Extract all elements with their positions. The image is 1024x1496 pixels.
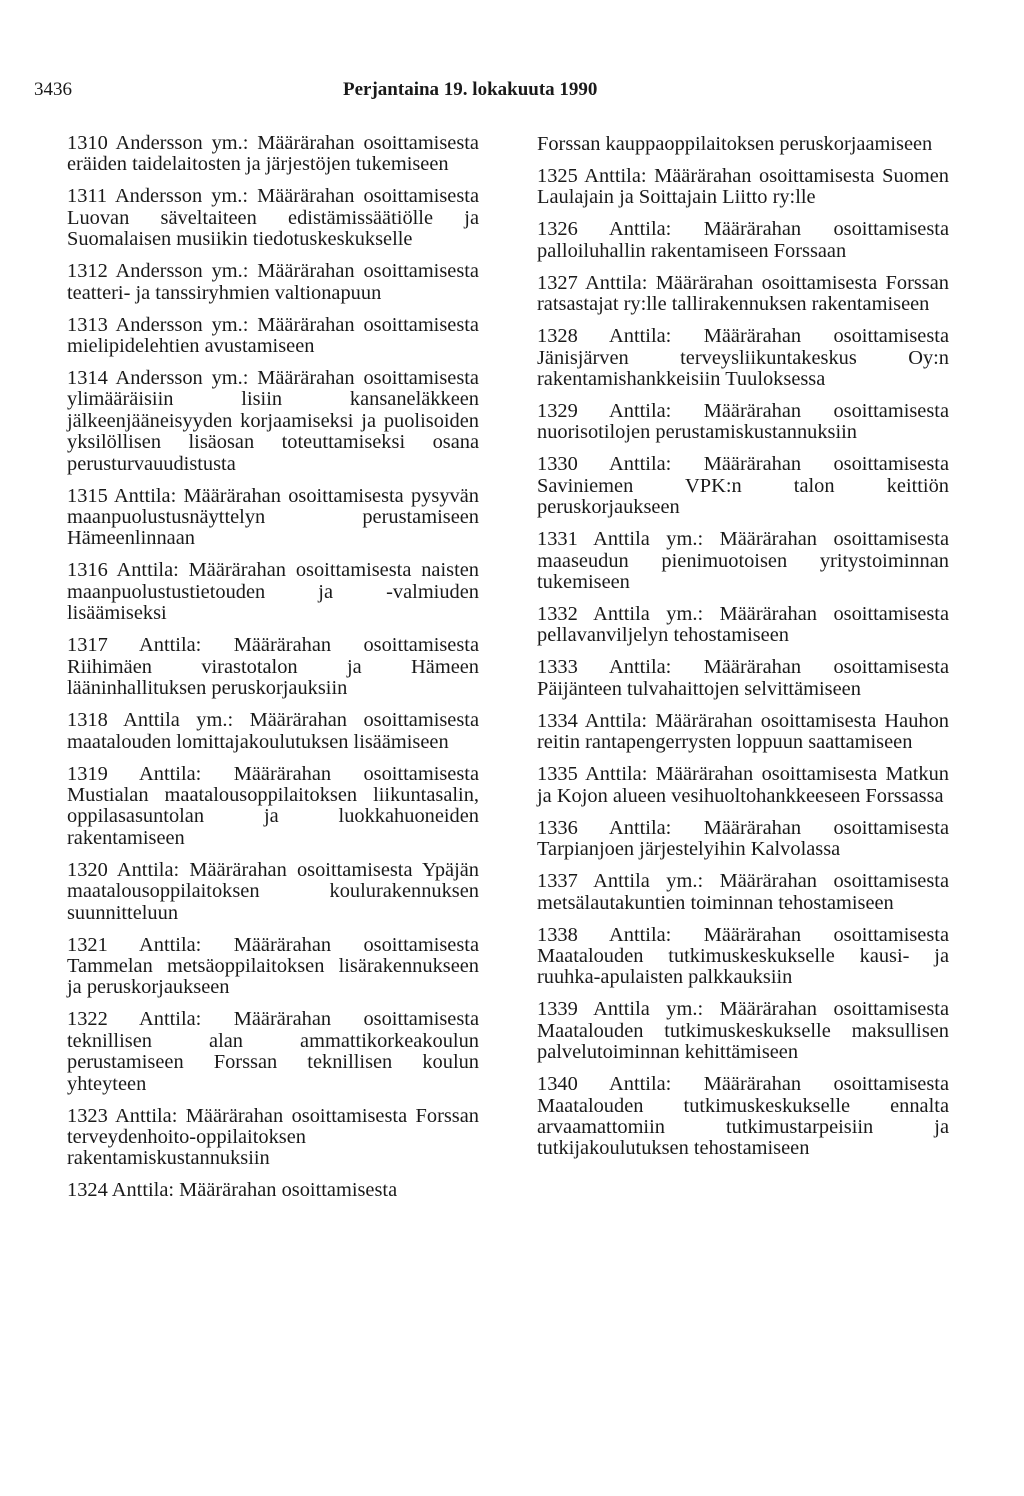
list-item: 1316 Anttila: Määrärahan osoittamisesta naisten maanpuolustustietouden ja -valmiuden lisäämiseksi xyxy=(67,559,479,625)
list-item: 1323 Anttila: Määrärahan osoittamisesta Forssan terveydenhoito-oppilaitoksen rakentamiskustannuksiin xyxy=(67,1104,479,1170)
list-item: 1326 Anttila: Määrärahan osoittamisesta palloiluhallin rakentamiseen Forssaan xyxy=(537,218,949,262)
list-item: 1325 Anttila: Määrärahan osoittamisesta Suomen Laulajain ja Soittajain Liitto ry:lle xyxy=(537,165,949,209)
list-item: 1335 Anttila: Määrärahan osoittamisesta Matkun ja Kojon alueen vesihuoltohankkeeseen Forssassa xyxy=(537,763,949,807)
list-item: 1329 Anttila: Määrärahan osoittamisesta nuorisotilojen perustamiskustannuksiin xyxy=(537,400,949,444)
list-item: Forssan kauppaoppilaitoksen peruskorjaamiseen xyxy=(537,133,933,155)
list-item: 1339 Anttila ym.: Määrärahan osoittamisesta Maatalouden tutkimuskeskukselle maksullisen palvelutoiminnan kehittämiseen xyxy=(537,998,949,1064)
list-item: 1338 Anttila: Määrärahan osoittamisesta Maatalouden tutkimuskeskukselle kausi- ja ruuhka-apulaisten palkkauksiin xyxy=(537,923,949,989)
left-column xyxy=(67,133,479,1212)
list-item: 1327 Anttila: Määrärahan osoittamisesta Forssan ratsastajat ry:lle tallirakennuksen rakentamiseen xyxy=(537,271,949,316)
list-item: 1313 Andersson ym.: Määrärahan osoittamisesta mielipidelehtien avustamiseen xyxy=(67,313,479,358)
list-item: 1310 Andersson ym.: Määrärahan osoittamisesta eräiden taidelaitosten ja järjestöjen tukemiseen xyxy=(67,132,479,176)
list-item: 1328 Anttila: Määrärahan osoittamisesta Jänisjärven terveysliikuntakeskus Oy:n rakentamishankkeisiin Tuuloksessa xyxy=(537,325,949,391)
list-item: 1331 Anttila ym.: Määrärahan osoittamisesta maaseudun pienimuotoisen yritystoiminnan tukemiseen xyxy=(537,528,949,594)
list-item: 1336 Anttila: Määrärahan osoittamisesta Tarpianjoen järjestelyihin Kalvolassa xyxy=(537,816,949,861)
list-item: 1340 Anttila: Määrärahan osoittamisesta Maatalouden tutkimuskeskukselle ennalta arvaamattomiin tutkimustarpeisiin ja tutkijakoulutuksen tehostamiseen xyxy=(537,1073,949,1160)
page-header xyxy=(34,79,994,103)
list-item: 1337 Anttila ym.: Määrärahan osoittamisesta metsälautakuntien toiminnan tehostamiseen xyxy=(537,870,949,914)
list-item: 1318 Anttila ym.: Määrärahan osoittamisesta maatalouden lomittajakoulutuksen lisäämiseen xyxy=(67,709,479,753)
list-item: 1322 Anttila: Määrärahan osoittamisesta teknillisen alan ammattikorkeakoulun perustamiseen Forssan teknillisen koulun yhteyteen xyxy=(67,1008,479,1095)
right-column xyxy=(537,133,949,1170)
list-item: 1334 Anttila: Määrärahan osoittamisesta Hauhon reitin rantapengerrysten loppuun saattamiseen xyxy=(537,709,949,754)
list-item: 1321 Anttila: Määrärahan osoittamisesta Tammelan metsäoppilaitoksen lisärakennukseen ja peruskorjaukseen xyxy=(67,933,479,999)
list-item: 1324 Anttila: Määrärahan osoittamisesta xyxy=(67,1179,398,1202)
list-item: 1319 Anttila: Määrärahan osoittamisesta Mustialan maatalousoppilaitoksen liikuntasalin, oppilasasuntolan ja luokkahuoneiden rakentamiseen xyxy=(67,762,479,849)
list-item: 1320 Anttila: Määrärahan osoittamisesta Ypäjän maatalousoppilaitoksen koulurakennuksen suunnitteluun xyxy=(67,858,479,924)
list-item: 1312 Andersson ym.: Määrärahan osoittamisesta teatteri- ja tanssiryhmien valtionapuun xyxy=(67,260,479,304)
list-item: 1311 Andersson ym.: Määrärahan osoittamisesta Luovan säveltaiteen edistämissäätiölle ja Suomalaisen musiikin tiedotuskeskukselle xyxy=(67,185,479,251)
list-item: 1333 Anttila: Määrärahan osoittamisesta Päijänteen tulvahaittojen selvittämiseen xyxy=(537,656,949,700)
page-number: 3436 xyxy=(34,79,72,100)
list-item: 1317 Anttila: Määrärahan osoittamisesta Riihimäen virastotalon ja Hämeen lääninhallituksen peruskorjauksiin xyxy=(67,634,479,700)
page-heading: Perjantaina 19. lokakuuta 1990 xyxy=(343,79,598,100)
list-item: 1315 Anttila: Määrärahan osoittamisesta pysyvän maanpuolustusnäyttelyn perustamiseen Hämeenlinnaan xyxy=(67,484,479,550)
list-item: 1330 Anttila: Määrärahan osoittamisesta Saviniemen VPK:n talon keittiön peruskorjaukseen xyxy=(537,453,949,519)
list-item: 1314 Andersson ym.: Määrärahan osoittamisesta ylimääräisiin lisiin kansaneläkkeen jälkeenjääneisyyden korjaamiseksi ja puolisoiden yksilöllisen lisäosan toteuttamiseksi osana perusturvauudistusta xyxy=(67,367,479,475)
list-item: 1332 Anttila ym.: Määrärahan osoittamisesta pellavanviljelyn tehostamiseen xyxy=(537,603,949,647)
